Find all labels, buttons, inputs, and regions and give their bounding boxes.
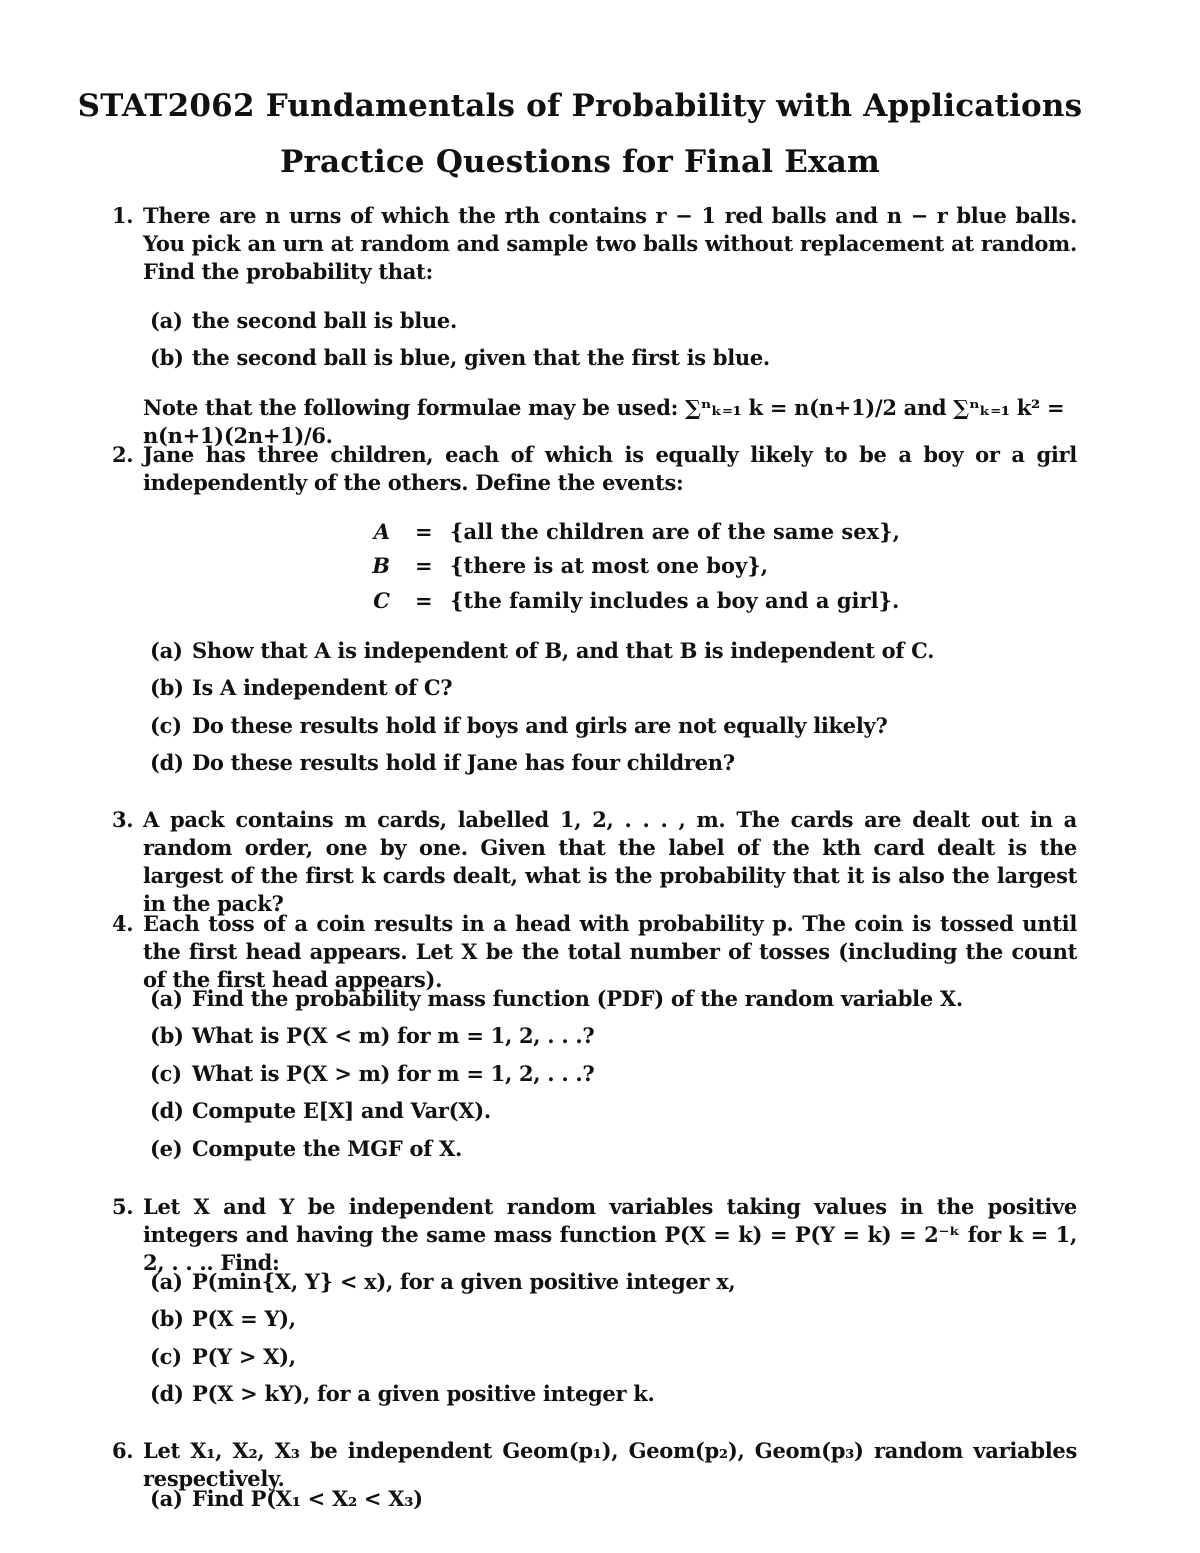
question-text: Let X₁, X₂, X₃ be independent Geom(p₁), Geom(p₂), Geom(p₃) random variables respectively. [143, 1438, 1077, 1491]
question-text: A pack contains m cards, labelled 1, 2, . . . , m. The cards are dealt out in a random order, one by one. Given that the label of the kth card dealt is the largest of the first k cards dealt, what is the probability that it is also the largest in the pack? [143, 807, 1077, 916]
question-3 [112, 806, 1077, 918]
equals-sign: = [415, 588, 433, 613]
question-1-note: Note that the following formulae may be used: ∑ⁿₖ₌₁ k = n(n+1)/2 and ∑ⁿₖ₌₁ k² = n(n+1)(2n+1)/6. [143, 395, 1065, 448]
question-4-part-c [150, 1060, 1080, 1088]
equals-sign: = [415, 519, 433, 544]
question-2 [112, 441, 1077, 497]
part-text: Do these results hold if Jane has four children? [192, 750, 735, 775]
question-2-part-d [150, 749, 1080, 777]
part-label: (a) [150, 308, 183, 333]
question-text: Each toss of a coin results in a head with probability p. The coin is tossed until the first head appears. Let X be the total number of tosses (including the count of the first head appears). [143, 911, 1077, 992]
question-text: Let X and Y be independent random variables taking values in the positive integers and having the same mass function P(X = k) = P(Y = k) = 2⁻ᵏ for k = 1, 2, . . .. Find: [143, 1194, 1077, 1275]
part-label: (a) [150, 1269, 183, 1294]
question-5-part-b [150, 1305, 1080, 1333]
part-label: (d) [150, 1381, 184, 1406]
question-2-part-c [150, 712, 1080, 740]
question-6-part-a [150, 1485, 1080, 1513]
part-text: Show that A is independent of B, and that B is independent of C. [192, 638, 935, 663]
question-4-part-e [150, 1135, 1080, 1163]
event-symbol: B [372, 553, 390, 578]
part-text: P(X = Y), [192, 1306, 296, 1331]
part-text: the second ball is blue. [192, 308, 457, 333]
question-5-part-d [150, 1380, 1080, 1408]
part-label: (a) [150, 986, 183, 1011]
question-text: Jane has three children, each of which is equally likely to be a boy or a girl independently of the others. Define the events: [143, 442, 1077, 495]
question-5-part-a [150, 1268, 1080, 1296]
question-number: 5. [112, 1194, 134, 1219]
question-number: 6. [112, 1438, 134, 1463]
event-definition: {all the children are of the same sex}, [450, 519, 900, 544]
question-number: 3. [112, 807, 134, 832]
event-symbol: C [373, 588, 390, 613]
equals-sign: = [415, 553, 433, 578]
part-text: Find P(X₁ < X₂ < X₃) [192, 1486, 423, 1511]
part-label: (d) [150, 1098, 184, 1123]
question-4-part-a [150, 985, 1080, 1013]
part-label: (c) [150, 713, 182, 738]
page-subtitle: Practice Questions for Final Exam [279, 144, 881, 180]
question-1-part-a [150, 307, 1080, 335]
part-text: P(X > kY), for a given positive integer k. [192, 1381, 655, 1406]
part-label: (b) [150, 675, 184, 700]
event-symbol: A [373, 519, 390, 544]
question-number: 1. [112, 203, 134, 228]
part-label: (a) [150, 1486, 183, 1511]
question-number: 2. [112, 442, 134, 467]
part-text: Compute E[X] and Var(X). [192, 1098, 491, 1123]
question-4-part-d [150, 1097, 1080, 1125]
question-1-part-b [150, 344, 1080, 372]
part-label: (c) [150, 1344, 182, 1369]
part-text: What is P(X > m) for m = 1, 2, . . .? [192, 1061, 595, 1086]
question-2-part-a [150, 637, 1080, 665]
part-label: (b) [150, 345, 184, 370]
part-text: Compute the MGF of X. [192, 1136, 462, 1161]
part-text: P(Y > X), [192, 1344, 296, 1369]
part-label: (b) [150, 1023, 184, 1048]
part-text: Do these results hold if boys and girls are not equally likely? [192, 713, 888, 738]
part-label: (d) [150, 750, 184, 775]
question-4 [112, 910, 1077, 994]
question-5-part-c [150, 1343, 1080, 1371]
question-4-part-b [150, 1022, 1080, 1050]
part-label: (a) [150, 638, 183, 663]
part-label: (b) [150, 1306, 184, 1331]
question-5 [112, 1193, 1077, 1277]
question-number: 4. [112, 911, 134, 936]
part-label: (c) [150, 1061, 182, 1086]
part-text: Find the probability mass function (PDF) of the random variable X. [192, 986, 963, 1011]
page-title: STAT2062 Fundamentals of Probability with Applications [77, 88, 1083, 124]
part-text: the second ball is blue, given that the first is blue. [192, 345, 770, 370]
question-2-part-b [150, 674, 1080, 702]
part-text: P(min{X, Y} < x), for a given positive integer x, [192, 1269, 736, 1294]
part-text: Is A independent of C? [192, 675, 453, 700]
part-text: What is P(X < m) for m = 1, 2, . . .? [192, 1023, 595, 1048]
question-1 [112, 202, 1077, 286]
event-definition: {there is at most one boy}, [450, 553, 769, 578]
part-label: (e) [150, 1136, 183, 1161]
question-text: There are n urns of which the rth contains r − 1 red balls and n − r blue balls. You pick an urn at random and sample two balls without replacement at random. Find the probability that: [143, 203, 1077, 284]
event-definition: {the family includes a boy and a girl}. [450, 588, 900, 613]
